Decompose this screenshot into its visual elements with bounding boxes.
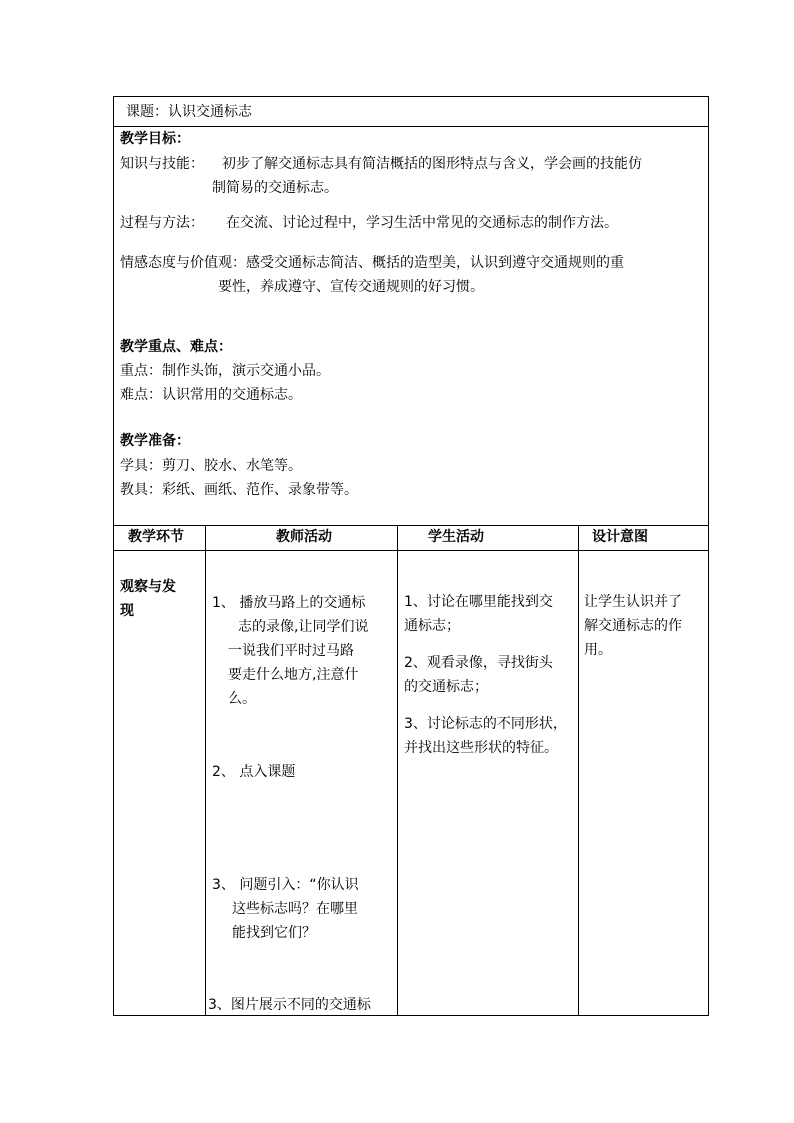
teacher-item1-line1: 1、 播放马路上的交通标: [212, 595, 366, 611]
student-tools: 学具：剪刀、胶水、水笔等。: [120, 458, 302, 474]
teacher-item2: 2、 点入课题: [212, 764, 296, 780]
teacher-item3-line2: 这些标志吗？在哪里: [232, 901, 358, 917]
knowledge-text-line1: 初步了解交通标志具有简洁概括的图形特点与含义，学会画的技能仿: [222, 156, 642, 172]
teacher-item1-line4: 要走什么地方,注意什: [228, 667, 359, 683]
process-label: 过程与方法：: [120, 215, 204, 231]
keypoints-heading: 教学重点、难点：: [120, 339, 232, 355]
knowledge-text-line2: 制简易的交通标志。: [212, 180, 338, 196]
teacher-tools: 教具：彩纸、画纸、范作、录象带等。: [120, 482, 358, 498]
column-divider-3: [578, 525, 579, 1015]
teacher-item1-line2: 志的录像,让同学们说: [238, 619, 369, 635]
student-item1-line1: 1、讨论在哪里能找到交: [404, 594, 553, 610]
lesson-plan-sheet: [113, 96, 709, 1016]
student-item3-line2: 并找出这些形状的特征。: [404, 740, 558, 756]
title-divider: [114, 126, 708, 127]
difficult-point: 难点：认识常用的交通标志。: [120, 387, 302, 403]
teacher-item1-line3: 一说我们平时过马路: [228, 643, 354, 659]
teacher-item4: 3、图片展示不同的交通标: [208, 997, 371, 1013]
emotion-text-line2: 要性，养成遵守、宣传交通规则的好习惯。: [218, 279, 484, 295]
table-header-divider: [114, 550, 708, 551]
stage-line2: 现: [120, 603, 134, 619]
student-item3-line1: 3、讨论标志的不同形状，: [404, 716, 567, 732]
intent-line3: 用。: [584, 642, 612, 658]
process-text: 在交流、讨论过程中，学习生活中常见的交通标志的制作方法。: [226, 215, 618, 231]
teacher-item3-line1: 3、 问题引入：“你认识: [212, 877, 359, 893]
teacher-item1-line5: 么。: [228, 691, 256, 707]
intent-line1: 让学生认识并了: [584, 594, 682, 610]
header-teacher-activity: 教师活动: [276, 529, 332, 545]
prep-heading: 教学准备：: [120, 433, 190, 449]
lesson-title: 课题：认识交通标志: [126, 104, 252, 120]
key-point: 重点：制作头饰，演示交通小品。: [120, 363, 330, 379]
objectives-heading: 教学目标：: [120, 131, 190, 147]
header-stage: 教学环节: [128, 529, 184, 545]
intent-line2: 解交通标志的作: [584, 618, 682, 634]
teacher-item3-line3: 能找到它们？: [232, 925, 316, 941]
column-divider-2: [397, 525, 398, 1015]
student-item2-line2: 的交通标志；: [404, 679, 488, 695]
student-item1-line2: 通标志；: [404, 618, 460, 634]
stage-line1: 观察与发: [120, 579, 176, 595]
knowledge-label: 知识与技能：: [120, 156, 204, 172]
header-student-activity: 学生活动: [428, 529, 484, 545]
header-design-intent: 设计意图: [592, 529, 648, 545]
emotion-text-line1: 情感态度与价值观：感受交通标志简洁、概括的造型美，认识到遵守交通规则的重: [120, 255, 624, 271]
student-item2-line1: 2、观看录像，寻找街头: [404, 655, 553, 671]
column-divider-1: [205, 525, 206, 1015]
